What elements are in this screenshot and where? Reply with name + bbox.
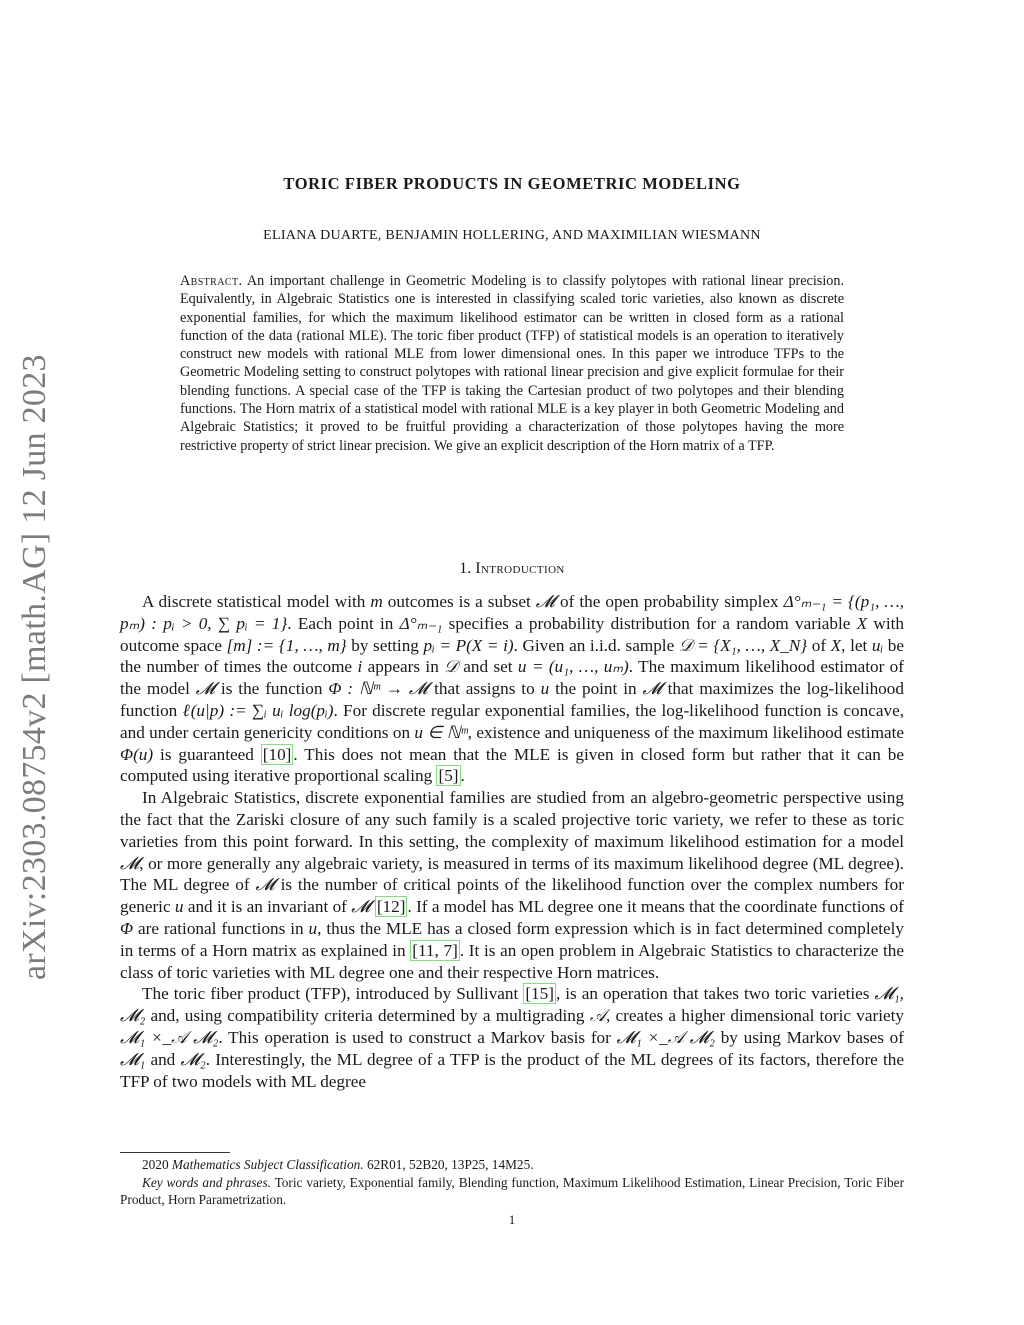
citation-15[interactable]: [15] — [525, 984, 554, 1004]
section-number: 1. — [459, 560, 472, 577]
citation-10[interactable]: [10] — [262, 744, 292, 764]
paragraph-2: In Algebraic Statistics, discrete exponential families are studied from an algebro-geometric perspective using the fact that the Zariski closure of any such family is a scaled projective toric variety, we refer to these as toric varieties from this point forward. In this setting, the complexity of maximum likelihood estimation for a model 𝓜, or more generally any algebraic variety, is measured in terms of its maximum likelihood degree (ML degree). The ML degree of 𝓜 is the number of critical points of the likelihood function over the complex numbers for generic u and it is an invariant of 𝓜 [12] . If a model has ML degree one it means that the coordinate functions of Φ are rational functions in u, thus the MLE has a closed form expression which is in fact determined completely in terms of a Horn matrix as explained in [11, 7] . It is an open problem in Algebraic Statistics to characterize the class of toric varieties with ML degree one and their respective Horn matrices. — [120, 788, 905, 982]
section-title: Introduction — [475, 560, 565, 577]
arxiv-identifier: arXiv:2303.08754v2 [math.AG] 12 Jun 2023 — [16, 354, 53, 980]
footnotes — [120, 1156, 904, 1209]
footnote-keywords: Key words and phrases. Toric variety, Exponential family, Blending function, Maximum Likelihood Estimation, Linear Precision, Toric Fiber Product, Horn Parametrization. — [120, 1174, 904, 1207]
paper-title: TORIC FIBER PRODUCTS IN GEOMETRIC MODELING — [283, 174, 741, 193]
abstract — [180, 272, 844, 455]
paragraph-3: The toric fiber product (TFP), introduced by Sullivant [15] , is an operation that takes two toric varieties 𝓜₁, 𝓜₂ and, using compatibility criteria determined by a multigrading 𝒜, creates a higher dimensional toric variety 𝓜₁ ×_𝒜 𝓜₂. This operation is used to construct a Markov basis for 𝓜₁ ×_𝒜 𝓜₂ by using Markov bases of 𝓜₁ and 𝓜₂. Interestingly, the ML degree of a TFP is the product of the ML degrees of its factors, therefore the TFP of two models with ML degree — [120, 984, 904, 1091]
section-body — [120, 591, 904, 1092]
citation-12[interactable]: [12] — [376, 897, 406, 917]
paragraph-1: A discrete statistical model with m outcomes is a subset 𝓜 of the open probability simplex Δ°ₘ₋₁ = {(p₁, …, pₘ) : pᵢ > 0, ∑ pᵢ = 1}. Each point in Δ°ₘ₋₁ specifies a probability distribution for a random variable X with outcome space [m] := {1, …, m} by setting pᵢ = P(X = i). Given an i.i.d. sample 𝒟 = {X₁, …, X_N} of X, let uᵢ be the number of times the outcome i appears in 𝒟 and set u = (u₁, …, uₘ). The maximum likelihood estimator of the model 𝓜 is the function Φ : ℕᵐ → 𝓜 that assigns to u the point in 𝓜 that maximizes the log-likelihood function ℓ(u|p) := ∑ᵢ uᵢ log(pᵢ). For discrete regular exponential families, the log-likelihood function is concave, and under certain genericity conditions on u ∈ ℕᵐ, existence and uniqueness of the maximum likelihood estimate Φ(u) is guaranteed [10] . This does not mean that the MLE is given in closed form but rather that it can be computed using iterative proportional scaling [5] . — [120, 592, 905, 786]
page-number: 1 — [508, 1212, 516, 1227]
citation-5[interactable]: [5] — [438, 766, 459, 786]
abstract-text: An important challenge in Geometric Modeling is to classify polytopes with rational linear precision. Equivalently, in Algebraic Statistics one is interested in classifying scaled toric varieties, also known as discrete exponential families, for which the maximum likelihood estimator can be written in closed form as a rational function of the data (rational MLE). The toric fiber product (TFP) of statistical models is an operation to iteratively construct new models with rational MLE from lower dimensional ones. In this paper we introduce TFPs to the Geometric Modeling setting to construct polytopes with rational linear precision and give explicit formulae for their blending functions. A special case of the TFP is taking the Cartesian product of two polytopes and their blending functions. The Horn matrix of a statistical model with rational MLE is a key player in both Geometric Modeling and Algebraic Statistics; it proved to be fruitful providing a characterization of those polytopes having the more restrictive property of strict linear precision. We give an explicit description of the Horn matrix of a TFP. — [180, 273, 844, 454]
abstract-label: Abstract. — [180, 273, 243, 289]
citation-11-7[interactable]: [11, 7] — [412, 940, 458, 960]
paper-authors: ELIANA DUARTE, BENJAMIN HOLLERING, AND MAXIMILIAN WIESMANN — [263, 228, 761, 243]
section-heading — [120, 560, 904, 578]
footnote-rule — [120, 1152, 230, 1153]
footnote-msc: 2020 Mathematics Subject Classification. 62R01, 52B20, 13P25, 14M25. — [142, 1157, 534, 1172]
